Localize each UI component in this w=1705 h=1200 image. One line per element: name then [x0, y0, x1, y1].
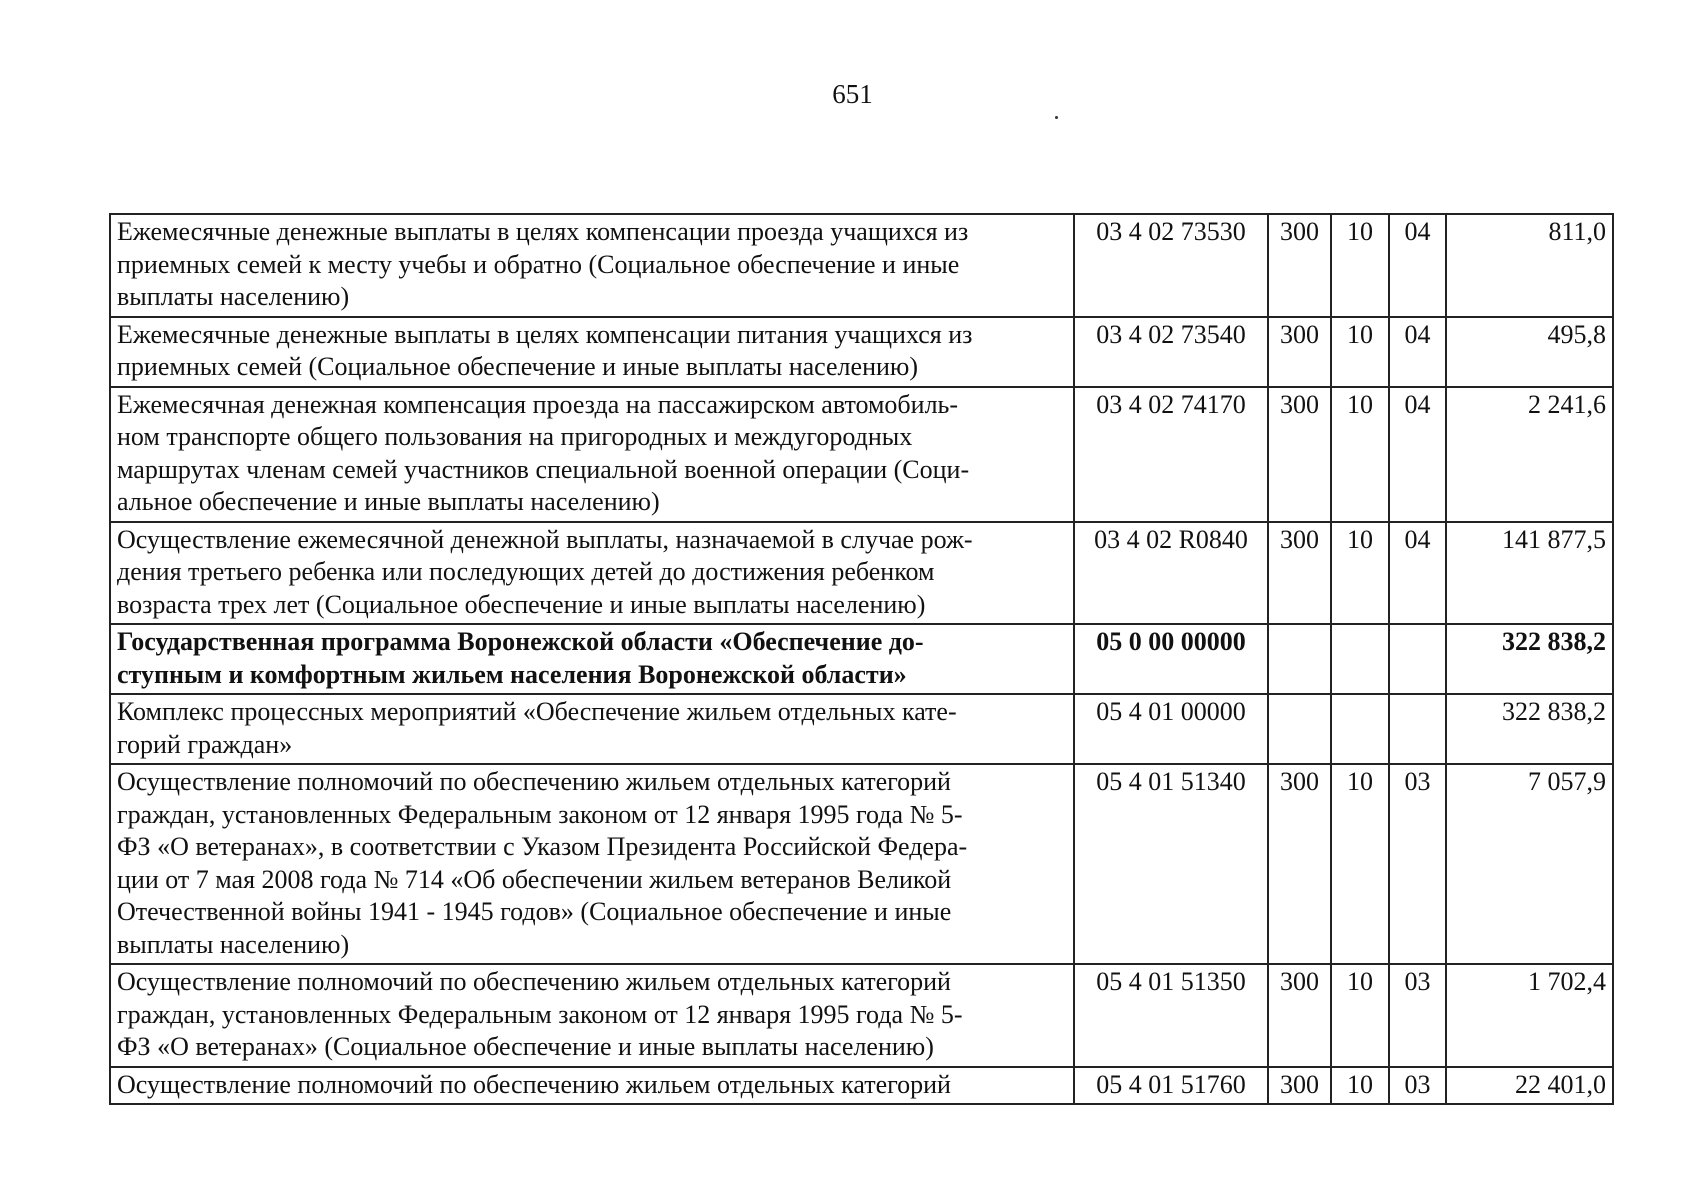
expense-name-line: выплаты населению)	[117, 282, 350, 311]
budget-table	[109, 213, 1614, 1105]
amount-cell: 7 057,9	[1446, 764, 1613, 964]
subsection-cell	[1389, 624, 1446, 694]
subsection-cell	[1389, 694, 1446, 764]
expense-name-line: Осуществление ежемесячной денежной выплаты, назначаемой в случае рож-	[117, 524, 973, 554]
table-row	[110, 964, 1613, 1067]
expense-name-line: Осуществление полномочий по обеспечению жильем отдельных категорий	[117, 1069, 951, 1099]
target-article-code-cell: 05 4 01 51350	[1074, 964, 1268, 1067]
expense-name-cell	[110, 624, 1074, 694]
table-row	[110, 1067, 1613, 1105]
expense-name-line: Ежемесячная денежная компенсация проезда на пассажирском автомобиль-	[117, 389, 959, 419]
section-cell: 10	[1331, 964, 1389, 1067]
expense-name-line: ФЗ «О ветеранах», в соответствии с Указом Президента Российской Федера-	[117, 832, 968, 861]
section-cell: 10	[1331, 764, 1389, 964]
target-article-code-cell: 05 4 01 51340	[1074, 764, 1268, 964]
subsection-cell: 04	[1389, 522, 1446, 625]
expense-name-line: Осуществление полномочий по обеспечению жильем отдельных категорий	[117, 967, 951, 996]
expense-name-line: альное обеспечение и иные выплаты населению)	[117, 487, 660, 516]
expense-name-line: выплаты населению)	[117, 929, 350, 959]
expense-name-cell	[110, 694, 1074, 764]
expense-type-cell: 300	[1268, 964, 1331, 1067]
expense-name-line: Ежемесячные денежные выплаты в целях компенсации проезда учащихся из	[117, 217, 969, 246]
table-row	[110, 764, 1613, 964]
target-article-code-cell: 03 4 02 73530	[1074, 214, 1268, 317]
expense-type-cell	[1268, 624, 1331, 694]
expense-name-line: Комплекс процессных мероприятий «Обеспечение жильем отдельных кате-	[117, 697, 957, 726]
expense-name-line: Отечественной войны 1941 - 1945 годов» (Социальное обеспечение и иные	[117, 897, 952, 926]
subsection-cell: 03	[1389, 1067, 1446, 1105]
section-cell	[1331, 694, 1389, 764]
table-row	[110, 317, 1613, 387]
expense-name-cell	[110, 522, 1074, 625]
expense-type-cell: 300	[1268, 317, 1331, 387]
target-article-code-cell: 05 0 00 00000	[1074, 624, 1268, 694]
table-row	[110, 694, 1613, 764]
target-article-code-cell: 03 4 02 74170	[1074, 387, 1268, 522]
expense-type-cell: 300	[1268, 522, 1331, 625]
expense-name-line: граждан, установленных Федеральным законом от 12 января 1995 года № 5-	[117, 999, 963, 1029]
amount-cell: 322 838,2	[1446, 694, 1613, 764]
expense-type-cell: 300	[1268, 214, 1331, 317]
expense-name-line: граждан, установленных Федеральным законом от 12 января 1995 года № 5-	[117, 799, 963, 829]
table-row	[110, 522, 1613, 625]
section-cell: 10	[1331, 1067, 1389, 1105]
expense-name-cell	[110, 964, 1074, 1067]
expense-type-cell: 300	[1268, 764, 1331, 964]
section-cell	[1331, 624, 1389, 694]
amount-cell: 22 401,0	[1446, 1067, 1613, 1105]
scan-speck	[1055, 116, 1058, 119]
expense-name-line: ступным и комфортным жильем населения Воронежской области»	[117, 659, 907, 689]
expense-name-line: Государственная программа Воронежской области «Обеспечение до-	[117, 627, 924, 656]
target-article-code-cell: 05 4 01 00000	[1074, 694, 1268, 764]
page-number: 651	[832, 79, 873, 109]
section-cell: 10	[1331, 317, 1389, 387]
expense-name-line: маршрутах членам семей участников специальной военной операции (Соци-	[117, 454, 970, 484]
table-row	[110, 624, 1613, 694]
subsection-cell: 04	[1389, 317, 1446, 387]
subsection-cell: 04	[1389, 387, 1446, 522]
subsection-cell: 03	[1389, 764, 1446, 964]
expense-type-cell	[1268, 694, 1331, 764]
amount-cell: 495,8	[1446, 317, 1613, 387]
budget-table-body	[110, 214, 1613, 1104]
amount-cell: 1 702,4	[1446, 964, 1613, 1067]
section-cell: 10	[1331, 387, 1389, 522]
expense-name-line: ном транспорте общего пользования на пригородных и междугородных	[117, 422, 913, 451]
expense-name-cell	[110, 764, 1074, 964]
expense-type-cell: 300	[1268, 1067, 1331, 1105]
subsection-cell: 03	[1389, 964, 1446, 1067]
expense-name-line: приемных семей (Социальное обеспечение и иные выплаты населению)	[117, 352, 918, 381]
expense-name-line: дения третьего ребенка или последующих детей до достижения ребенком	[117, 557, 935, 586]
expense-name-cell	[110, 1067, 1074, 1105]
expense-type-cell: 300	[1268, 387, 1331, 522]
expense-name-line: ции от 7 мая 2008 года № 714 «Об обеспечении жильем ветеранов Великой	[117, 864, 952, 894]
subsection-cell: 04	[1389, 214, 1446, 317]
expense-name-line: возраста трех лет (Социальное обеспечение и иные выплаты населению)	[117, 589, 926, 619]
expense-name-line: Осуществление полномочий по обеспечению жильем отдельных категорий	[117, 767, 951, 796]
target-article-code-cell: 03 4 02 73540	[1074, 317, 1268, 387]
expense-name-line: ФЗ «О ветеранах» (Социальное обеспечение и иные выплаты населению)	[117, 1032, 934, 1061]
table-row	[110, 214, 1613, 317]
section-cell: 10	[1331, 522, 1389, 625]
target-article-code-cell: 03 4 02 R0840	[1074, 522, 1268, 625]
target-article-code-cell: 05 4 01 51760	[1074, 1067, 1268, 1105]
amount-cell: 811,0	[1446, 214, 1613, 317]
expense-name-cell	[110, 214, 1074, 317]
amount-cell: 2 241,6	[1446, 387, 1613, 522]
table-row	[110, 387, 1613, 522]
section-cell: 10	[1331, 214, 1389, 317]
amount-cell: 322 838,2	[1446, 624, 1613, 694]
expense-name-line: Ежемесячные денежные выплаты в целях компенсации питания учащихся из	[117, 319, 973, 349]
expense-name-cell	[110, 317, 1074, 387]
expense-name-cell	[110, 387, 1074, 522]
amount-cell: 141 877,5	[1446, 522, 1613, 625]
expense-name-line: приемных семей к месту учебы и обратно (Социальное обеспечение и иные	[117, 249, 960, 279]
expense-name-line: горий граждан»	[117, 729, 293, 759]
